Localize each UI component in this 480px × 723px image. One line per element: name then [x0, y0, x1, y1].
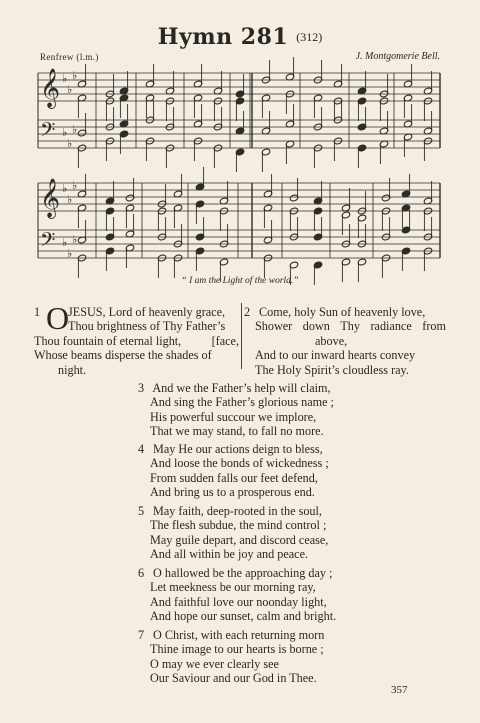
flat-sign-icon: ♭ [72, 123, 78, 136]
tune-name: Renfrew (l.m.) [40, 52, 99, 62]
verse-2 [244, 305, 446, 377]
verse-line-text: O Christ, with each returning morn [153, 628, 325, 642]
verse-line: The Holy Spirit’s cloudless ray. [255, 362, 409, 377]
verse-line: And to our inward hearts convey [255, 348, 416, 363]
verse-number: 2 [244, 305, 251, 319]
verse-line: Whose beams disperse the shades of [34, 348, 212, 363]
verse-line: above, [315, 333, 348, 348]
verse-word: Shower [255, 319, 293, 334]
verse-line: Thou brightness of Thy Father’s [68, 319, 226, 334]
verse-number: 3 [138, 381, 145, 395]
verse-line [138, 504, 328, 518]
verse-line: [face, [211, 333, 239, 348]
verse-line: And loose the bonds of wickedness ; [150, 456, 329, 471]
verse-1 [34, 300, 239, 377]
verse-number: 4 [138, 442, 145, 456]
verse-line [138, 628, 324, 642]
verse-word: down [302, 319, 330, 334]
page-number: 357 [391, 684, 408, 696]
verse-line-text: O hallowed be the approaching day ; [153, 566, 333, 580]
verse-line: JESUS, Lord of heavenly grace, [68, 305, 226, 319]
verse-line: Thou fountain of eternal light, [34, 333, 182, 348]
column-divider [241, 303, 242, 369]
verse-line: And faithful love our noonday light, [150, 594, 327, 609]
verse-number: 5 [138, 504, 145, 518]
verse-line: And bring us to a prosperous end. [150, 485, 315, 500]
verse-word: Thy [340, 319, 360, 334]
hymn-title-text: Hymn 281 [157, 24, 289, 50]
flat-sign-icon: ♭ [67, 247, 73, 260]
verse-line: And hope our sunset, calm and bright. [150, 609, 337, 624]
verse-line-text: And we the Father’s help will claim, [152, 381, 331, 395]
bass-clef-icon: 𝄢 [40, 118, 56, 146]
flat-sign-icon: ♭ [72, 179, 78, 192]
dropcap: O [46, 300, 70, 336]
verse-line: O may we ever clearly see [150, 656, 279, 671]
verse-line: The flesh subdue, the mind control ; [150, 518, 327, 533]
verse-line: And all within be joy and peace. [150, 547, 309, 562]
verse-line: May guile depart, and discord cease, [150, 532, 329, 547]
verse-5 [138, 504, 328, 562]
verse-line: Thine image to our hearts is borne ; [150, 642, 324, 657]
verse-line [138, 381, 334, 395]
treble-clef-icon: 𝄞 [40, 178, 61, 218]
flat-sign-icon: ♭ [72, 233, 78, 246]
flat-sign-icon: ♭ [62, 72, 68, 85]
flat-sign-icon: ♭ [62, 126, 68, 139]
verse-line: That we may stand, to fall no more. [150, 424, 324, 439]
verse-number: 7 [138, 628, 145, 642]
verse-line-text: May faith, deep-rooted in the soul, [153, 504, 322, 518]
verse-number: 1 [34, 305, 41, 319]
flat-sign-icon: ♭ [72, 69, 78, 82]
verse-line [138, 442, 329, 456]
verse-line: Our Saviour and our God in Thee. [150, 671, 317, 686]
flat-sign-icon: ♭ [62, 236, 68, 249]
verse-word: radiance [370, 319, 412, 334]
verse-line: Let meekness be our morning ray, [150, 580, 316, 595]
flat-sign-icon: ♭ [67, 137, 73, 150]
verse-7 [138, 628, 324, 686]
verse-line [138, 566, 336, 580]
treble-clef-icon: 𝄞 [40, 68, 61, 108]
flat-sign-icon: ♭ [67, 193, 73, 206]
scripture-caption: “ I am the Light of the world.” [181, 276, 299, 286]
verse-6 [138, 566, 336, 624]
music-score [0, 0, 480, 300]
verse-line: And sing the Father’s glorious name ; [150, 395, 334, 410]
verse-line: From sudden falls our feet defend, [150, 470, 318, 485]
verse-line: His powerful succour we implore, [150, 409, 317, 424]
bass-clef-icon: 𝄢 [40, 228, 56, 256]
hymn-reference: (312) [296, 30, 323, 44]
flat-sign-icon: ♭ [67, 83, 73, 96]
verse-line: Come, holy Sun of heavenly love, [259, 305, 426, 319]
flat-sign-icon: ♭ [62, 182, 68, 195]
verse-4 [138, 442, 329, 500]
verse-line-text: May He our actions deign to bless, [153, 442, 323, 456]
verse-word: from [422, 319, 446, 334]
verse-3 [138, 381, 334, 439]
author-name: J. Montgomerie Bell. [355, 51, 440, 62]
verse-number: 6 [138, 566, 145, 580]
verse-line: night. [58, 362, 87, 377]
